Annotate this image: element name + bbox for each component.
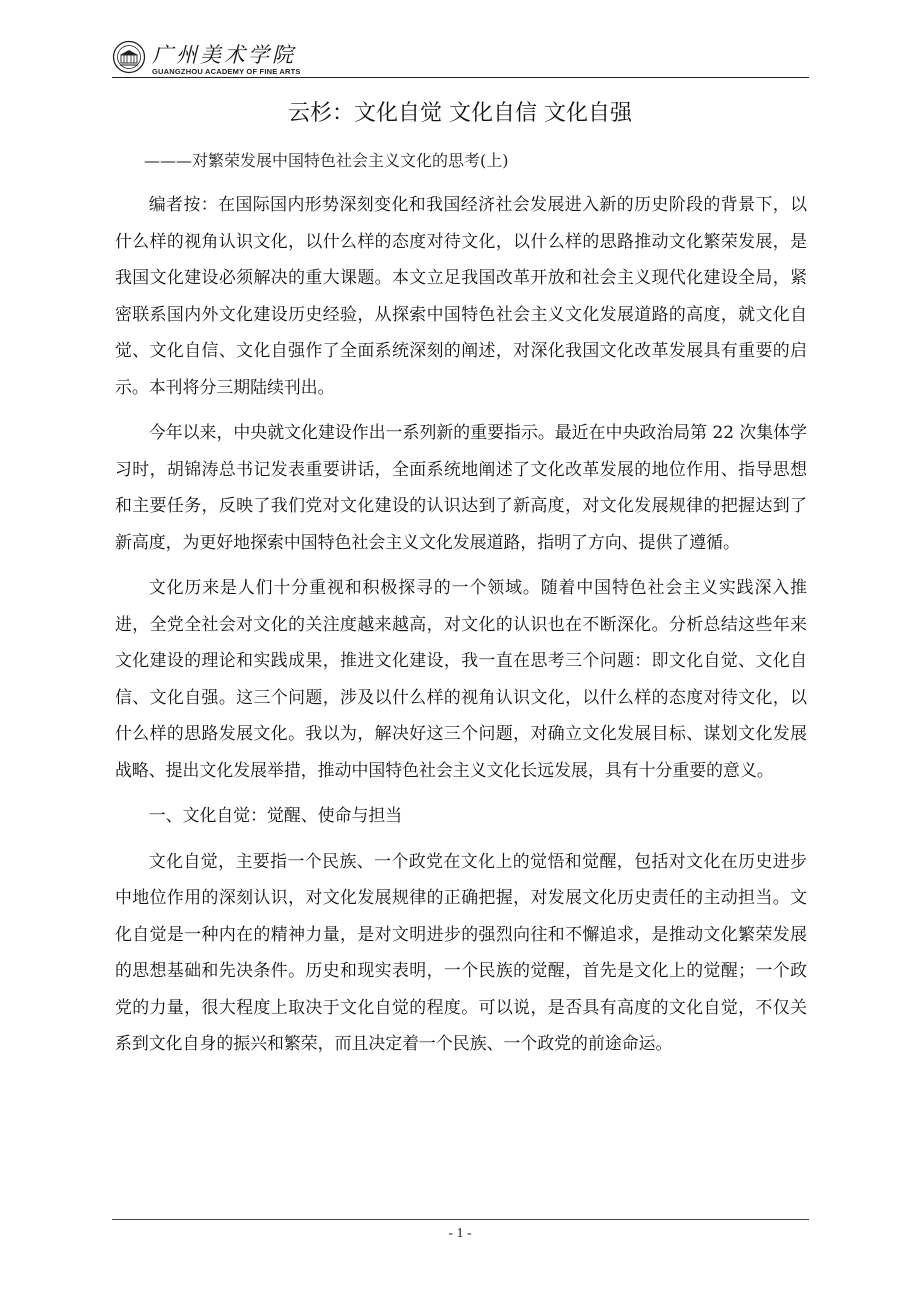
header-divider (112, 77, 809, 78)
academy-name-chinese: 广州美术学院 (152, 43, 296, 67)
page-number: - 1 - (448, 1226, 472, 1241)
body-paragraph: 今年以来，中央就文化建设作出一系列新的重要指示。最近在中央政治局第 22 次集体学习时，胡锦涛总书记发表重要讲话，全面系统地阐述了文化改革发展的地位作用、指导思想和主要任务，反映了我们党对文化建设的认识达到了新高度，对文化发展规律的把握达到了新高度，为更好地探索中国特色社会主义文化发展道路，指明了方向、提供了遵循。 (115, 422, 807, 552)
document-body (115, 186, 807, 1071)
academy-seal-icon (112, 40, 146, 74)
editor-note-paragraph: 编者按：在国际国内形势深刻变化和我国经济社会发展进入新的历史阶段的背景下，以什么样的视角认识文化，以什么样的态度对待文化，以什么样的思路推动文化繁荣发展，是我国文化建设必须解决的重大课题。本文立足我国改革开放和社会主义现代化建设全局，紧密联系国内外文化建设历史经验，从探索中国特色社会主义文化发展道路的高度，就文化自觉、文化自信、文化自强作了全面系统深刻的阐述，对深化我国文化改革发展具有重要的启示。本刊将分三期陆续刊出。 (115, 194, 807, 397)
body-paragraph: 文化历来是人们十分重视和积极探寻的一个领域。随着中国特色社会主义实践深入推进，全党全社会对文化的关注度越来越高，对文化的认识也在不断深化。分析总结这些年来文化建设的理论和实践成果，推进文化建设，我一直在思考三个问题：即文化自觉、文化自信、文化自强。这三个问题，涉及以什么样的视角认识文化，以什么样的态度对待文化，以什么样的思路发展文化。我以为，解决好这三个问题，对确立文化发展目标、谋划文化发展战略、提出文化发展举措，推动中国特色社会主义文化长远发展，具有十分重要的意义。 (115, 577, 807, 780)
footer-divider (112, 1219, 809, 1220)
document-title: 云杉：文化自觉 文化自信 文化自强 (288, 101, 632, 126)
page-header (112, 40, 808, 78)
academy-name-english: GUANGZHOU ACADEMY OF FINE ARTS (152, 67, 301, 76)
section-heading: 一、文化自觉：觉醒、使命与担当 (148, 805, 403, 825)
section-paragraph: 文化自觉，主要指一个民族、一个政党在文化上的觉悟和觉醒，包括对文化在历史进步中地位作用的深刻认识，对文化发展规律的正确把握，对发展文化历史责任的主动担当。文化自觉是一种内在的精神力量，是对文明进步的强烈向往和不懈追求，是推动文化繁荣发展的思想基础和先决条件。历史和现实表明，一个民族的觉醒，首先是文化上的觉醒；一个政党的力量，很大程度上取决于文化自觉的程度。可以说，是否具有高度的文化自觉，不仅关系到文化自身的振兴和繁荣，而且决定着一个民族、一个政党的前途命运。 (115, 850, 807, 1053)
document-subtitle: ———对繁荣发展中国特色社会主义文化的思考(上) (144, 151, 509, 170)
